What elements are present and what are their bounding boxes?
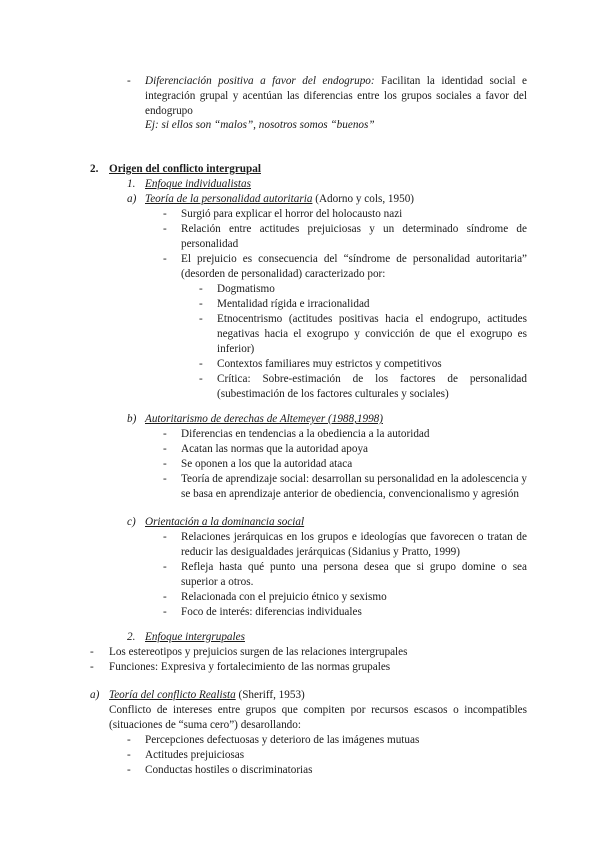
list-item: El prejuicio es consecuencia del “síndrome de personalidad autoritaria” (desorden de personalidad) caracterizado por: bbox=[181, 253, 527, 280]
bullet-dash: - bbox=[127, 764, 131, 776]
list-subitem: Dogmatismo bbox=[217, 283, 275, 295]
item-a2-heading bbox=[109, 688, 305, 703]
list-item: Relacionada con el prejuicio étnico y sexismo bbox=[181, 591, 387, 603]
list-item: Acatan las normas que la autoridad apoya bbox=[181, 443, 369, 455]
item-b-title: Autoritarismo de derechas de Altemeyer (1988,1998) bbox=[145, 413, 383, 425]
bullet-dash: - bbox=[199, 358, 203, 370]
bullet-dash: - bbox=[163, 428, 167, 440]
top-item-body: Facilitan la identidad social e integración grupal y acentúan las diferencias entre los grupos sociales a favor del endogrupo bbox=[145, 75, 528, 117]
bullet-dash: - bbox=[90, 646, 94, 658]
bullet-dash: - bbox=[163, 561, 167, 573]
item-c-title: Orientación a la dominancia social bbox=[145, 516, 305, 528]
bullet-dash: - bbox=[163, 223, 167, 235]
list-item: Actitudes prejuiciosas bbox=[145, 749, 245, 761]
subsection-2-number: 2. bbox=[127, 631, 136, 643]
top-item-text bbox=[145, 74, 527, 119]
list-item: Relación entre actitudes prejuiciosas y un determinado síndrome de personalidad bbox=[181, 223, 527, 250]
item-a-title: Teoría de la personalidad autoritaria bbox=[145, 193, 313, 205]
subsection-1-number: 1. bbox=[127, 178, 136, 190]
list-item: Refleja hasta qué punto una persona desea que si grupo domine o sea superior a otros. bbox=[181, 561, 527, 588]
item-b-letter: b) bbox=[127, 413, 137, 425]
list-item: Funciones: Expresiva y fortalecimiento de las normas grupales bbox=[109, 661, 391, 673]
list-subitem: Mentalidad rígida e irracionalidad bbox=[217, 298, 370, 310]
item-a2-title: Teoría del conflicto Realista bbox=[109, 689, 236, 701]
bullet-dash: - bbox=[127, 75, 131, 87]
item-a2-body: Conflicto de intereses entre grupos que compiten por recursos escasos o incompatibles (situaciones de “suma cero”) desarollando: bbox=[109, 704, 527, 731]
list-subitem: Etnocentrismo (actitudes positivas hacia el endogrupo, actitudes negativas hacia el exogrupo y convicción de que el exogrupo es inferior) bbox=[217, 313, 527, 355]
item-a-heading bbox=[145, 192, 414, 207]
bullet-dash: - bbox=[163, 606, 167, 618]
section-title: Origen del conflicto intergrupal bbox=[109, 163, 261, 175]
item-c-letter: c) bbox=[127, 516, 136, 528]
list-item: Surgió para explicar el horror del holocausto nazi bbox=[181, 208, 403, 220]
list-item: Los estereotipos y prejuicios surgen de las relaciones intergrupales bbox=[109, 646, 408, 658]
list-item: Conductas hostiles o discriminatorias bbox=[145, 764, 313, 776]
top-item-example: Ej: si ellos son “malos”, nosotros somos “buenos” bbox=[145, 119, 375, 131]
bullet-dash: - bbox=[163, 473, 167, 485]
section-number: 2. bbox=[90, 163, 99, 175]
list-item: Foco de interés: diferencias individuales bbox=[181, 606, 362, 618]
item-a-ref: (Adorno y cols, 1950) bbox=[315, 193, 415, 205]
item-a2-ref: (Sheriff, 1953) bbox=[238, 689, 305, 701]
bullet-dash: - bbox=[90, 661, 94, 673]
list-subitem: Contextos familiares muy estrictos y competitivos bbox=[217, 358, 442, 370]
list-subitem: Crítica: Sobre-estimación de los factores de personalidad (subestimación de los factores culturales y sociales) bbox=[217, 373, 527, 400]
list-item: Se oponen a los que la autoridad ataca bbox=[181, 458, 353, 470]
top-item-title: Diferenciación positiva a favor del endogrupo: bbox=[145, 75, 375, 87]
bullet-dash: - bbox=[163, 253, 167, 265]
bullet-dash: - bbox=[199, 373, 203, 385]
bullet-dash: - bbox=[199, 298, 203, 310]
subsection-1-title: Enfoque individualistas bbox=[145, 178, 251, 190]
bullet-dash: - bbox=[163, 208, 167, 220]
bullet-dash: - bbox=[163, 443, 167, 455]
item-a-letter: a) bbox=[127, 193, 137, 205]
subsection-2-title: Enfoque intergrupales bbox=[145, 631, 245, 643]
list-item: Diferencias en tendencias a la obediencia a la autoridad bbox=[181, 428, 430, 440]
list-item: Teoría de aprendizaje social: desarrollan su personalidad en la adolescencia y se basa en aprendizaje anterior de obediencia, convencionalismo y agresión bbox=[181, 473, 527, 500]
bullet-dash: - bbox=[163, 458, 167, 470]
bullet-dash: - bbox=[199, 313, 203, 325]
list-item: Relaciones jerárquicas en los grupos e ideologías que favorecen o tratan de reducir las desigualdades jerárquicas (Sidanius y Pratto, 1999) bbox=[181, 531, 527, 558]
item-a2-letter: a) bbox=[90, 689, 100, 701]
list-item: Percepciones defectuosas y deterioro de las imágenes mutuas bbox=[145, 734, 420, 746]
bullet-dash: - bbox=[127, 749, 131, 761]
bullet-dash: - bbox=[199, 283, 203, 295]
bullet-dash: - bbox=[127, 734, 131, 746]
bullet-dash: - bbox=[163, 531, 167, 543]
bullet-dash: - bbox=[163, 591, 167, 603]
